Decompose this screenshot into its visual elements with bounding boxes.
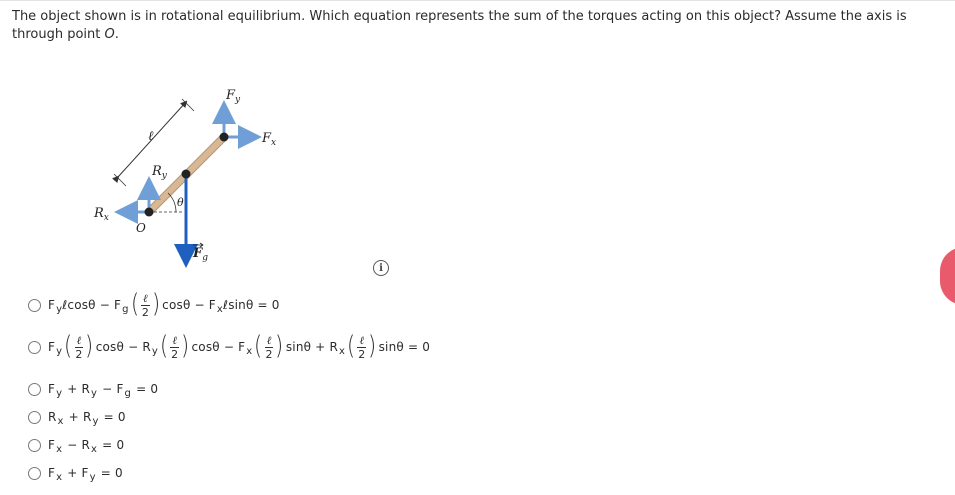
frac-den: 2 <box>171 347 179 361</box>
sub: x <box>338 345 346 357</box>
term: = 0 <box>136 382 159 396</box>
radio-button[interactable] <box>28 467 41 480</box>
side-tab-button[interactable] <box>940 247 955 305</box>
question-text <box>12 8 932 44</box>
frac-num: ℓ <box>266 333 272 347</box>
sub: y <box>89 471 96 483</box>
info-icon[interactable]: i <box>373 260 389 276</box>
sub: y <box>56 303 63 315</box>
option-5[interactable] <box>28 438 125 455</box>
frac-den: 2 <box>75 347 83 361</box>
theta-label: θ <box>177 196 184 209</box>
term: cosθ − F <box>162 298 216 312</box>
sub: y <box>91 387 98 399</box>
fraction: ( $\frac{\text{ℓ}}{2}$ ) <box>347 331 377 361</box>
option-1-label <box>48 289 280 319</box>
question-body: The object shown is in rotational equilibrium. Which equation represents the sum of the torques acting on this object? Assume the axis is through point <box>12 9 907 42</box>
fy-label: $F_y$ <box>226 88 241 105</box>
frac-den: 2 <box>265 347 273 361</box>
frac-num: ℓ <box>359 333 365 347</box>
equilibrium-figure <box>80 82 300 282</box>
term: = 0 <box>100 466 123 480</box>
term: cosθ − R <box>95 340 151 354</box>
option-2[interactable] <box>28 331 431 361</box>
frac-num: ℓ <box>143 291 148 305</box>
question-point: O <box>104 27 115 42</box>
fx-label: $F_x$ <box>262 131 277 148</box>
fraction: ( $\frac{\text{ℓ}}{2}$ ) <box>160 331 190 361</box>
sub: g <box>124 387 132 399</box>
term: ℓcosθ − F <box>62 298 122 312</box>
radio-button[interactable] <box>28 411 41 424</box>
frac-num: ℓ <box>76 333 82 347</box>
term: − R <box>67 438 91 452</box>
term: F <box>48 382 56 396</box>
option-1[interactable] <box>28 289 280 319</box>
sub: y <box>56 387 63 399</box>
top-dot <box>220 133 229 142</box>
option-2-label <box>48 331 431 361</box>
term: sinθ = 0 <box>378 340 431 354</box>
term: + R <box>68 410 92 424</box>
frac-den: 2 <box>141 305 150 319</box>
term: cosθ − F <box>191 340 246 354</box>
term: F <box>48 438 56 452</box>
sub: x <box>91 443 98 455</box>
center-dot <box>182 170 191 179</box>
sub: y <box>92 415 99 427</box>
term: = 0 <box>102 438 125 452</box>
figure-svg <box>80 82 300 282</box>
radio-button[interactable] <box>28 383 41 396</box>
term: F <box>48 298 56 312</box>
rx-label: $R_x$ <box>94 206 109 223</box>
option-6-label <box>48 466 123 483</box>
term: F <box>48 466 56 480</box>
sub: x <box>246 345 253 357</box>
option-4-label <box>48 410 126 427</box>
fg-label: $F_g$ <box>193 246 208 263</box>
option-4[interactable] <box>28 410 126 427</box>
option-6[interactable] <box>28 466 123 483</box>
length-label: ℓ <box>148 129 154 144</box>
sub: x <box>56 471 63 483</box>
radio-button[interactable] <box>28 439 41 452</box>
sub: x <box>57 415 64 427</box>
fraction: ( $\frac{\text{ℓ}}{2}$ ) <box>254 331 284 361</box>
option-3[interactable] <box>28 382 159 399</box>
radio-button[interactable] <box>28 341 41 354</box>
pivot-dot <box>145 208 154 217</box>
term: R <box>48 410 57 424</box>
top-divider <box>0 0 955 1</box>
term: + R <box>67 382 91 396</box>
ry-label: $R_y$ <box>152 164 167 181</box>
sub: y <box>151 345 158 357</box>
sub: y <box>56 345 63 357</box>
option-3-label <box>48 382 159 399</box>
o-label: O <box>136 221 146 235</box>
sub: x <box>56 443 63 455</box>
sub: g <box>122 303 129 315</box>
term: ℓsinθ = 0 <box>223 298 280 312</box>
frac-num: ℓ <box>172 333 178 347</box>
fraction: ( $\frac{\text{ℓ}}{2}$ ) <box>64 331 94 361</box>
term: − F <box>102 382 124 396</box>
fraction: ( $\frac{\text{ℓ}}{2}$ ) <box>130 289 161 319</box>
sub: x <box>216 303 224 315</box>
term: = 0 <box>103 410 126 424</box>
term: F <box>48 340 56 354</box>
frac-den: 2 <box>358 347 366 361</box>
term: sinθ + R <box>285 340 338 354</box>
option-5-label <box>48 438 125 455</box>
question-period: . <box>114 27 119 42</box>
radio-button[interactable] <box>28 299 41 312</box>
term: + F <box>67 466 89 480</box>
